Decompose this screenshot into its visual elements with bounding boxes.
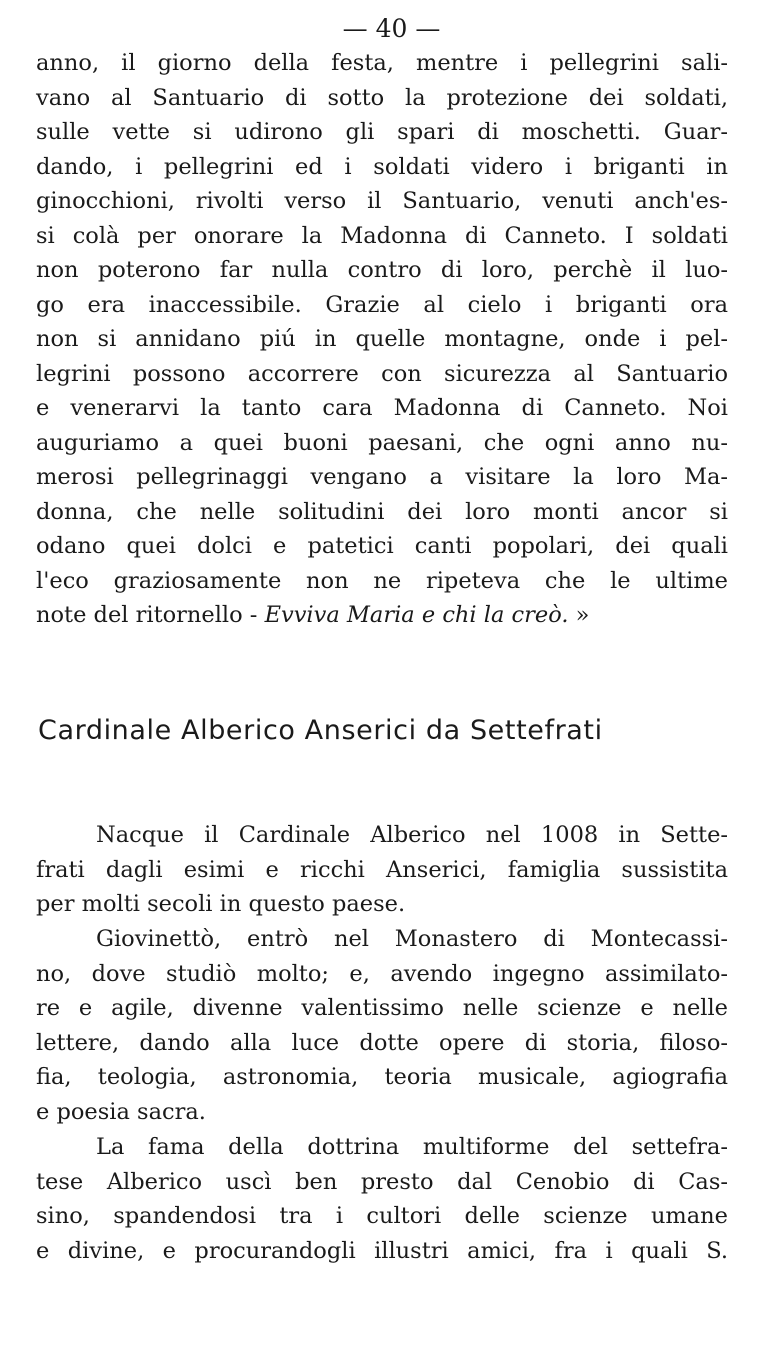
page-number: — 40 — <box>342 14 441 43</box>
text-line: odano quei dolci e patetici canti popolari, dei quali <box>36 533 728 559</box>
text-line: e divine, e procurandogli illustri amici, fra i quali S. <box>36 1237 728 1264</box>
text-line: l'eco graziosamente non ne ripeteva che le ultime <box>36 567 728 594</box>
line-prefix: note del ritornello - <box>36 602 265 628</box>
text-line: Giovinettò, entrò nel Monastero di Montecassi- <box>96 926 728 952</box>
text-line: go era inaccessibile. Grazie al cielo i briganti ora <box>36 291 728 318</box>
text-line: e poesia sacra. <box>36 1098 206 1125</box>
text-line: frati dagli esimi e ricchi Anserici, famiglia sussistita <box>36 856 728 883</box>
text-line: auguriamo a quei buoni paesani, che ogni anno nu- <box>36 429 728 456</box>
text-line-last <box>36 598 728 633</box>
text-line: ginocchioni, rivolti verso il Santuario, venuti anch'es- <box>36 188 728 214</box>
text-line: e venerarvi la tanto cara Madonna di Canneto. Noi <box>36 395 728 421</box>
text-line: sulle vette si udirono gli spari di moschetti. Guar- <box>36 119 728 145</box>
text-line: anno, il giorno della festa, mentre i pellegrini sali- <box>36 50 728 76</box>
text-line: La fama della dottrina multiforme del settefra- <box>96 1134 728 1160</box>
text-line: lettere, dando alla luce dotte opere di storia, filoso- <box>36 1029 728 1056</box>
text-line: si colà per onorare la Madonna di Canneto. I soldati <box>36 222 728 249</box>
text-line: Nacque il Cardinale Alberico nel 1008 in Sette- <box>96 822 728 848</box>
text-line: tese Alberico uscì ben presto dal Cenobio di Cas- <box>36 1168 728 1195</box>
body-paragraph-3 <box>36 1130 728 1268</box>
text-line: non poterono far nulla contro di loro, perchè il luo- <box>36 257 728 283</box>
text-line: legrini possono accorrere con sicurezza al Santuario <box>36 360 728 387</box>
text-line: no, dove studiò molto; e, avendo ingegno assimilato- <box>36 960 728 987</box>
text-line: dando, i pellegrini ed i soldati videro i briganti in <box>36 153 728 180</box>
body-paragraph-2 <box>36 922 728 1129</box>
intro-paragraph <box>36 46 728 633</box>
closing-quote-mark: » <box>568 602 590 628</box>
text-line: sino, spandendosi tra i cultori delle scienze umane <box>36 1203 728 1229</box>
text-line: fia, teologia, astronomia, teoria musicale, agiografia <box>36 1064 728 1090</box>
text-line: vano al Santuario di sotto la protezione dei soldati, <box>36 84 728 111</box>
text-line: merosi pellegrinaggi vengano a visitare la loro Ma- <box>36 464 728 490</box>
text-line: per molti secoli in questo paese. <box>36 891 406 917</box>
text-line: donna, che nelle solitudini dei loro monti ancor si <box>36 498 728 525</box>
italic-quote: Evviva Maria e chi la creò. <box>264 602 569 628</box>
body-paragraph-1 <box>36 818 728 922</box>
text-line: non si annidano piú in quelle montagne, onde i pel- <box>36 326 728 352</box>
section-heading: Cardinale Alberico Anserici da Settefrati <box>38 715 603 746</box>
text-line: re e agile, divenne valentissimo nelle scienze e nelle <box>36 995 728 1021</box>
